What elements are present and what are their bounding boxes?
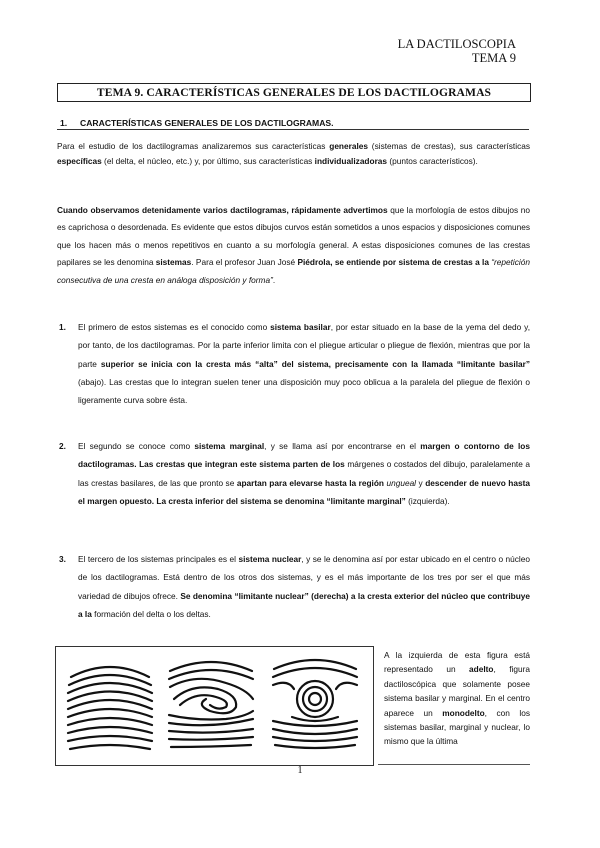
bold-run: específicas: [57, 155, 102, 166]
bold-run: individualizadoras: [314, 155, 388, 166]
text-run: , figura dactiloscópica que solamente posee sistema basilar y marginal. En el centro aparece un: [384, 664, 531, 718]
figure-caption: [384, 648, 530, 749]
text-run: , con los sistemas basilar, marginal y nuclear, lo mismo que la última: [384, 707, 531, 747]
text-run: que la morfología de estos dibujos no es caprichosa o desordenada. Es evidente que estos dibujos curvos están sometidos a unos espacios y disposiciones comunes que los hacen más o menos repetitivos en cuanto a su morfología general. A estas disposiciones comunes de las crestas papilares se les denomina: [57, 205, 530, 268]
bold-run: sistema nuclear: [238, 554, 302, 564]
text-run: . Para el profesor Juan José: [191, 257, 298, 268]
text-run: (sistemas de crestas), sus características: [368, 141, 530, 151]
list-item-marginal: [59, 437, 530, 510]
bold-run: Cuando observamos detenidamente varios dactilogramas, rápidamente advertimos: [57, 205, 388, 215]
text-run: y: [416, 477, 426, 488]
fingerprint-monodelto-image: [166, 655, 256, 753]
bold-run: apartan para elevarse hasta la región: [236, 477, 384, 488]
text-run: El primero de estos sistemas es el conocido como: [78, 322, 271, 332]
italic-run: ungueal: [384, 477, 417, 488]
bold-run: Se denomina “limitante nuclear” (derecha) a la cresta exterior del núcleo que contribuye a la: [78, 590, 531, 619]
list-number: 2.: [59, 441, 66, 451]
text-run: (abajo). Las crestas que lo integran suelen tener una disposición muy poco oblicua a la paralela del pliegue de flexión o ligeramente curva sobre ésta.: [78, 376, 530, 406]
italic-run: “repetición consecutiva de una cresta en análoga disposición y forma”: [57, 257, 530, 285]
page-number: 1: [297, 765, 303, 776]
text-run: El tercero de los sistemas principales es el: [78, 554, 239, 564]
list-number: 1.: [59, 322, 66, 332]
bold-run: descender de nuevo hasta el margen opuesto. La cresta inferior del sistema se denomina “limitante marginal”: [78, 477, 530, 506]
bold-run: superior se inicia con la cresta más “alta” del sistema, precisamente con la llamada “limitante basilar”: [100, 358, 530, 369]
bold-run: sistema basilar: [270, 322, 331, 332]
bold-run: generales: [329, 141, 368, 151]
section-heading: [60, 118, 530, 128]
text-run: (puntos característicos).: [387, 155, 478, 166]
fingerprint-bidelto-image: [270, 655, 360, 753]
section-number: 1.: [60, 118, 68, 128]
text-run: (izquierda).: [405, 495, 450, 506]
text-run: Para el estudio de los dactilogramas analizaremos sus características: [57, 141, 330, 151]
section-heading-text: CARACTERÍSTICAS GENERALES DE LOS DACTILOGRAMAS.: [80, 118, 334, 128]
text-run: A la izquierda de esta figura está representado un: [384, 650, 530, 675]
text-run: márgenes o costados del dibujo, paralelamente a las crestas basilares, de las que pronto se: [78, 459, 530, 488]
section-divider: [57, 129, 529, 130]
bold-run: monodelto: [442, 707, 485, 718]
text-run: .: [272, 274, 276, 285]
fingerprint-adelto-image: [65, 655, 155, 753]
bold-run: Piédrola, se entiende por sistema de crestas a la: [297, 257, 489, 268]
text-run: El segundo se conoce como: [78, 441, 195, 451]
intro-paragraph: [57, 139, 530, 168]
bold-run: sistema marginal: [194, 441, 265, 451]
systems-paragraph: [57, 202, 530, 289]
text-run: (el delta, el núcleo, etc.) y, por último, sus características: [101, 155, 315, 166]
bold-run: adelto: [469, 664, 494, 675]
fingerprint-figure: [55, 646, 374, 766]
list-number: 3.: [59, 554, 66, 564]
text-run: formación del delta o los deltas.: [91, 608, 211, 619]
bold-run: sistemas: [155, 257, 192, 268]
text-run: , y se le denomina así por estar ubicado en el centro o núcleo de los dactilogramas. Está dentro de los otros dos sistemas, y es el más importante de los tres por ser el que más variedad de dibujos ofrece.: [78, 554, 530, 601]
bold-run: margen o contorno de los dactilogramas. Las crestas que integran este sistema parten de los: [78, 441, 530, 470]
list-item-basilar: [59, 318, 530, 409]
list-item-nuclear: [59, 550, 531, 623]
running-header-title: LA DACTILOSCOPIA: [397, 37, 516, 51]
text-run: , y se llama así por encontrarse en el: [264, 441, 421, 451]
text-run: , por estar situado en la base de la yema del dedo y, por tanto, de los dactilogramas. Por la parte inferior limita con el pliegue articular o pliegue de flexión, mientras que por la parte: [78, 322, 530, 369]
running-header-topic: TEMA 9: [471, 51, 516, 65]
chapter-title: TEMA 9. CARACTERÍSTICAS GENERALES DE LOS DACTILOGRAMAS: [57, 83, 531, 102]
